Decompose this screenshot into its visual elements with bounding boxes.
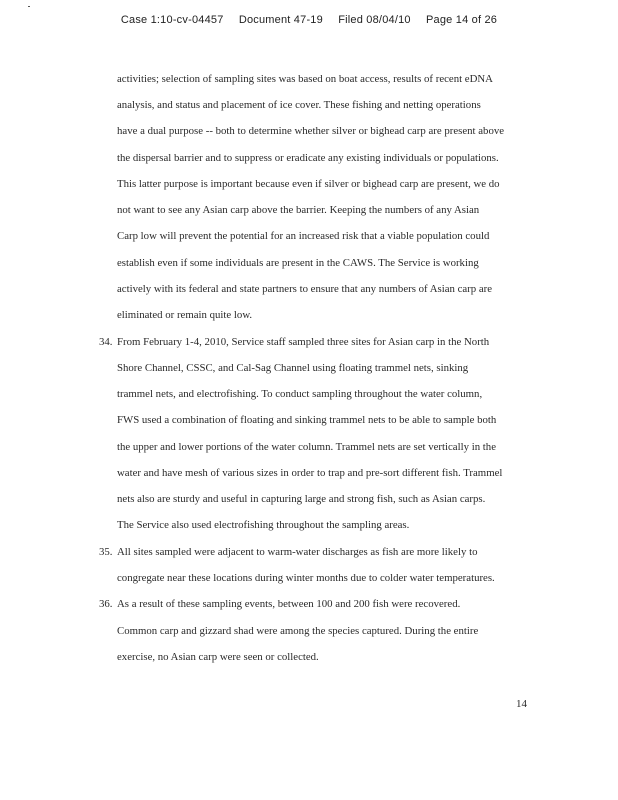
body-line: establish even if some individuals are present in the CAWS. The Service is working bbox=[117, 257, 479, 269]
body-line: This latter purpose is important because even if silver or bighead carp are present, we do bbox=[117, 178, 500, 190]
body-line: The Service also used electrofishing throughout the sampling areas. bbox=[117, 519, 410, 531]
body-line: nets also are sturdy and useful in capturing large and strong fish, such as Asian carps. bbox=[117, 493, 486, 505]
body-line: water and have mesh of various sizes in order to trap and pre-sort different fish. Trammel bbox=[117, 467, 503, 479]
body-line: All sites sampled were adjacent to warm-water discharges as fish are more likely to bbox=[117, 546, 478, 558]
body-line: analysis, and status and placement of ice cover. These fishing and netting operations bbox=[117, 99, 481, 111]
paragraph-number: 34. bbox=[99, 336, 113, 348]
case-number: Case 1:10-cv-04457 bbox=[120, 14, 224, 26]
body-line: Common carp and gizzard shad were among the species captured. During the entire bbox=[117, 625, 479, 637]
body-line: activities; selection of sampling sites was based on boat access, results of recent eDNA bbox=[117, 73, 493, 85]
document-number: Document 47-19 bbox=[238, 14, 323, 26]
body-line: Shore Channel, CSSC, and Cal-Sag Channel using floating trammel nets, sinking bbox=[117, 362, 469, 374]
body-line: As a result of these sampling events, between 100 and 200 fish were recovered. bbox=[117, 598, 461, 610]
page-number: 14 bbox=[516, 698, 527, 710]
body-line: not want to see any Asian carp above the barrier. Keeping the numbers of any Asian bbox=[117, 204, 480, 216]
body-line: FWS used a combination of floating and sinking trammel nets to be able to sample both bbox=[117, 414, 497, 426]
scan-speck bbox=[28, 6, 30, 7]
filed-date: Filed 08/04/10 bbox=[338, 14, 411, 26]
body-line: From February 1-4, 2010, Service staff sampled three sites for Asian carp in the North bbox=[117, 336, 490, 348]
body-line: exercise, no Asian carp were seen or collected. bbox=[117, 651, 319, 663]
body-line: the upper and lower portions of the water column. Trammel nets are set vertically in the bbox=[117, 441, 496, 453]
paragraph-number: 35. bbox=[99, 546, 113, 558]
body-line: have a dual purpose -- both to determine whether silver or bighead carp are present above bbox=[117, 125, 505, 137]
body-line: congregate near these locations during winter months due to colder water temperatures. bbox=[117, 572, 495, 584]
body-line: eliminated or remain quite low. bbox=[117, 309, 253, 321]
body-line: actively with its federal and state partners to ensure that any numbers of Asian carp are bbox=[117, 283, 493, 295]
paragraph-number: 36. bbox=[99, 598, 113, 610]
case-header bbox=[0, 14, 618, 26]
body-line: Carp low will prevent the potential for an increased risk that a viable population could bbox=[117, 230, 490, 242]
body-line: trammel nets, and electrofishing. To conduct sampling throughout the water column, bbox=[117, 388, 483, 400]
page-indicator: Page 14 of 26 bbox=[426, 14, 498, 26]
body-line: the dispersal barrier and to suppress or eradicate any existing individuals or populations. bbox=[117, 152, 499, 164]
